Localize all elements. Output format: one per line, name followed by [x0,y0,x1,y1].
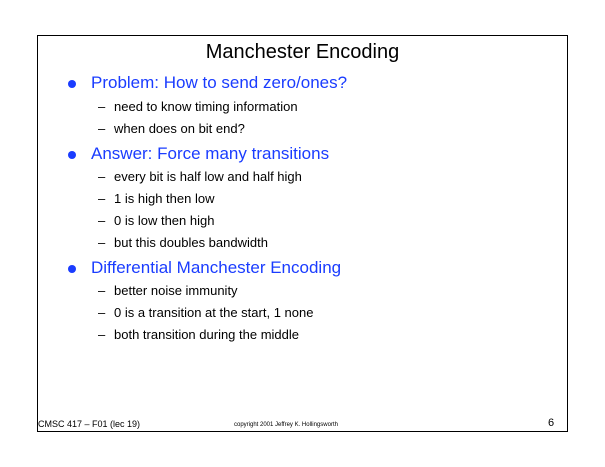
dash-icon: – [98,99,106,114]
slide-title: Manchester Encoding [205,41,400,63]
sub-item-text: need to know timing information [114,99,298,114]
sub-item-text: but this doubles bandwidth [114,235,268,250]
sub-item-text: when does on bit end? [114,121,245,136]
bullet-text: Answer: Force many transitions [91,144,330,163]
dash-icon: – [98,283,106,298]
bullet-dot-icon [68,151,76,159]
footer-copyright: copyright 2001 Jeffrey K. Hollingsworth [234,422,338,428]
bullet-dot-icon [68,80,76,88]
sub-item-text: 0 is low then high [114,213,215,228]
dash-icon: – [98,121,106,136]
page-number: 6 [548,417,555,429]
dash-icon: – [98,191,106,206]
footer-course: CMSC 417 – F01 (lec 19) [38,419,141,429]
dash-icon: – [98,169,106,184]
dash-icon: – [98,235,106,250]
sub-item-text: both transition during the middle [114,327,300,342]
bullet-dot-icon [68,265,76,273]
sub-item-text: better noise immunity [114,283,238,298]
bullet-text: Problem: How to send zero/ones? [91,73,348,92]
dash-icon: – [98,327,106,342]
bullet-text: Differential Manchester Encoding [91,258,342,277]
dash-icon: – [98,213,106,228]
sub-item-text: every bit is half low and half high [114,169,302,184]
dash-icon: – [98,305,106,320]
sub-item-text: 1 is high then low [114,191,215,206]
sub-item-text: 0 is a transition at the start, 1 none [114,305,314,320]
slide-frame [37,35,568,432]
